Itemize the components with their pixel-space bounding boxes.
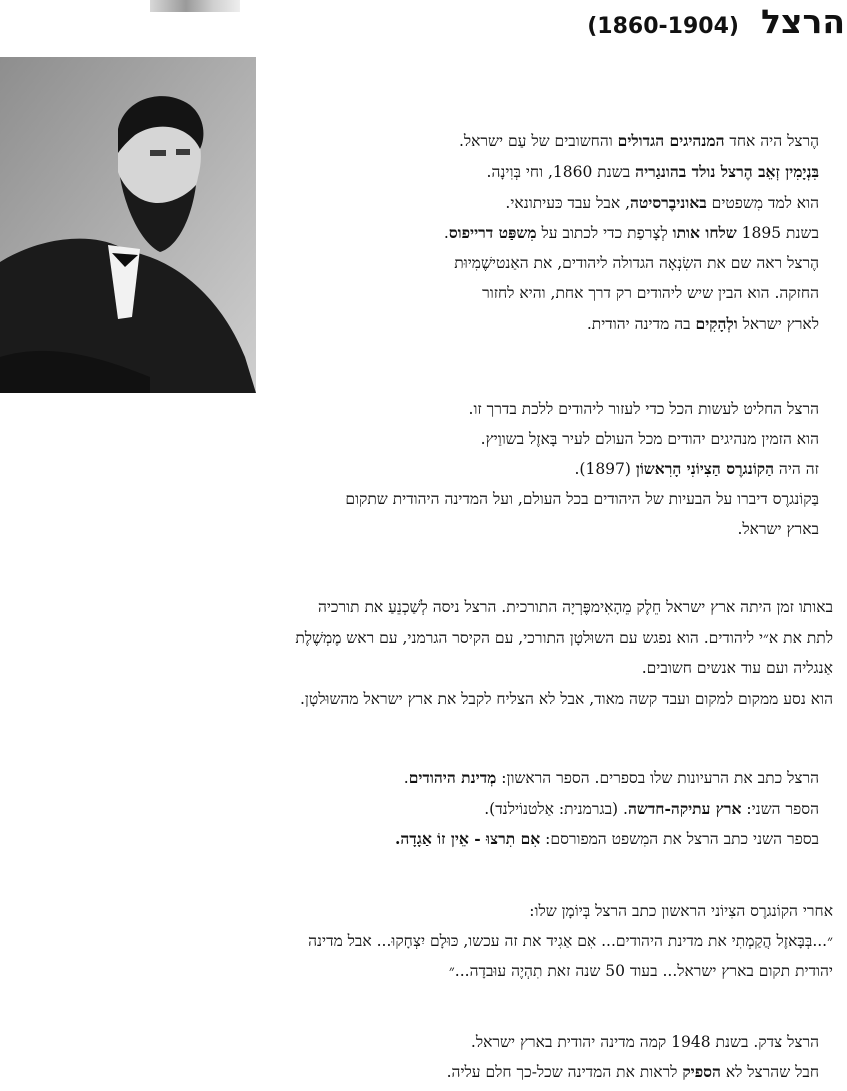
text-segment: הרצל צדק. בשנת 1948 קמה מדינה יהודית בארץ ישראל. [470,1033,819,1051]
text-line [139,794,819,825]
text-segment: . (בגרמנית: אַלטנוֹילנד). [484,799,628,818]
text-segment: . [443,224,449,243]
text-segment: . [403,769,409,787]
bold-text: הַקוֹנגרֶס הַצִיוֹנִי הָרִאשוֹן [635,459,774,478]
text-segment: בשנת 1895 [736,224,819,243]
bold-text: שלחו אותו [672,223,737,243]
text-segment: ״...בְּבָּאזֶל הֲקַמְתִי את מדינת היהודים... אִם אַגִיד את זה עכשו, כּוּלָם יִצְחָקוּ... אבל מדינה [308,932,833,950]
bold-text: אִם תִרצוּ - אֵין זוֹ אַגָדָה. [394,829,541,848]
paragraph-books [139,763,819,855]
text-segment: הוא נסע ממקום למקום ועבד קשה מאוד, אבל לא הצליח לקבל את ארץ ישראל מהשוּלטָן. [299,689,833,708]
text-segment: בארץ ישראל. [737,520,819,538]
text-line [259,395,819,425]
bold-text: ארץ עתיקה-חדשה [627,798,742,818]
text-line [259,1057,819,1087]
text-segment: בספר השני כתב הרצל את המִשפט המפורסם: [540,830,819,848]
text-segment: יהודית תקום בארץ ישראל... בעוד 50 שנה זאת תִהְיֶה עוּבדָה...״ [448,962,833,980]
paragraph-diary [8,896,833,986]
text-segment: לתת את א״י ליהודים. הוא נפגש עם השוּלטָן התורכי, עם הקיסר הגרמני, עם ראש מֶמְשֶׁלֶת [295,628,833,647]
text-line [259,1028,819,1057]
text-line [139,763,819,794]
paragraph-congress-discussion [19,484,819,544]
text-line [259,249,819,279]
text-segment: חבל שהרצל לא [720,1063,819,1081]
paragraph-sultan [8,592,833,714]
portrait-illustration [0,57,256,393]
bold-text: מִשפַּט דרייפוס [448,223,537,243]
text-segment: (1897). [574,460,636,478]
herzl-portrait [0,57,256,393]
text-segment: הֶרצל ראה שם את השִׂנְאָה הגדולה ליהודים, את האַנטישֶׁמִיוּת [454,254,819,273]
text-segment: החזקה. הוא הבין שיש ליהודים רק דרך אחת, והיא לחזור [482,283,819,302]
text-segment: והחשובים של עַם ישראל. [458,132,618,150]
paragraph-conclusion [259,1028,819,1087]
text-segment: לראות את המדינה שכל-כך חלם עליה. [446,1063,683,1081]
text-line [259,309,819,340]
bold-text: בִּנְיָמִין זְאֵב הֶרצל נולד בהונגַריה [635,161,819,181]
text-line [8,653,833,684]
page-title: הרצל [760,2,845,41]
text-line [259,126,819,157]
text-segment: הספר השני: [741,799,819,818]
paragraph-biography [259,126,819,340]
text-line [259,157,819,188]
text-line [8,956,833,986]
text-line [19,484,819,514]
text-line [8,592,833,623]
text-line [259,218,819,249]
text-segment: בַּקוֹנגרֶס דיברו על הבעיות של היהודים בכל העולם, ועל המדינה היהודית שתקום [345,490,819,508]
text-segment: הוא למד מִשפטים [706,193,819,212]
bold-text: באוניבֶרסיטה [630,192,707,212]
page-title-years: (1860-1904) [587,14,739,39]
bold-text: מְדינת היהודים [408,768,497,787]
text-segment: הרצל החליט לעשות הכל כדי לעזור ליהודים ללכת בדרך זו. [468,400,819,418]
text-segment: הֶרצל היה אחד [724,132,819,150]
page-header [445,2,845,42]
text-segment: הוא הזמין מנהיגים יהודים מכל העולם לעיר בָּאזֶל בשווַיץ. [480,429,819,448]
text-line [139,824,819,855]
text-line [8,684,833,715]
text-segment: זה היה [774,460,819,478]
bold-text: ולְהָקִים [695,313,738,333]
text-segment: הרצל כתב את הרעיונות שלו בספרים. הספר הראשון: [496,769,819,787]
text-line [259,188,819,219]
bold-text: המנהיגים הגדולים [617,131,725,150]
text-segment: לְצָרפַת כדי לכתוב על [536,224,673,243]
text-segment: , אבל עבד כּעיתונאי. [505,193,630,212]
text-line [8,896,833,926]
text-segment: בה מדינה יהודית. [586,314,696,333]
text-segment: לארץ ישראל [737,314,819,333]
text-segment: אחרי הקוֹנגרֶס הצִיוֹני הראשון כתב הרצל בְּיוֹמָן שלו: [529,902,833,920]
scan-artifact [150,0,240,12]
text-line [259,279,819,309]
text-line [8,623,833,654]
text-line [259,454,819,485]
paragraph-congress [259,395,819,485]
text-line [259,425,819,455]
text-segment: אַנגליה ועם עוד אנשים חשובים. [641,659,833,677]
text-segment: באותו זמן היתה ארץ ישראל חֵלֶק מֵהָאִימפֶּרְיָה התורכית. הרצל ניסה לְשַׁכְנֵעַ את תורכיה [317,598,833,616]
text-line [19,514,819,544]
text-line [8,926,833,956]
text-segment: בשנת 1860, וחי בְּוִינָה. [486,162,636,181]
bold-text: הספיק [682,1062,721,1081]
